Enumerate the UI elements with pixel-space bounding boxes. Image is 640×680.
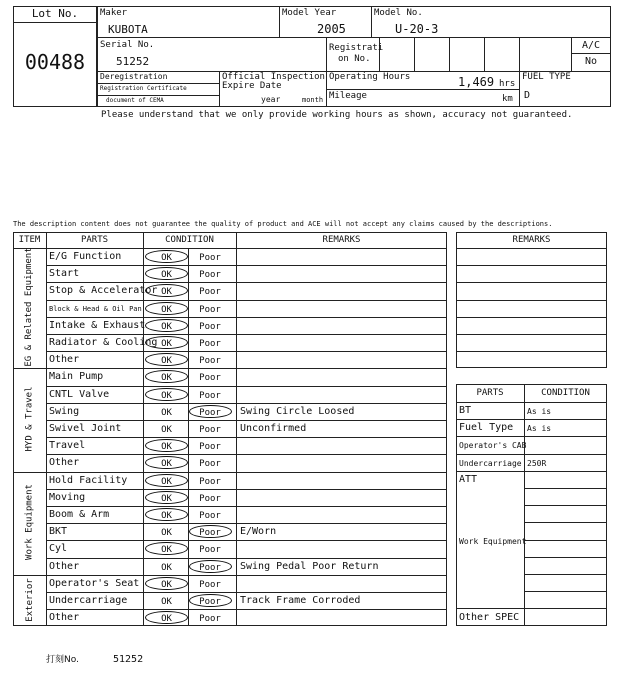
part-name: Operator's Seat (49, 577, 140, 589)
remark-text: Track Frame Corroded (240, 595, 361, 606)
condition-ok-option[interactable]: OK (161, 304, 172, 315)
group-label: HYD & Travel (24, 386, 35, 452)
condition-poor-option[interactable]: Poor (199, 270, 221, 281)
condition-poor-option[interactable]: Poor (199, 562, 221, 573)
group-label: Exterior (24, 577, 35, 622)
operating-hours-label: Operating Hours (329, 72, 411, 82)
condition-poor-option[interactable]: Poor (199, 476, 221, 487)
part-name: CNTL Valve (49, 388, 110, 400)
group-label: Work Equipment (24, 484, 35, 561)
condition-ok-option[interactable]: OK (161, 407, 172, 418)
part-name: Stop & Accelerator (49, 285, 158, 297)
condition-ok-option[interactable]: OK (161, 373, 172, 384)
inspection-label-line1: Official Inspection (222, 72, 325, 82)
ac-value: No (584, 56, 598, 67)
maker-label: Maker (100, 8, 128, 18)
column-header-remarks: REMARKS (322, 235, 361, 245)
part-name: Swing (49, 405, 80, 417)
fuel-type-label: FUEL TYPE (522, 72, 571, 82)
condition-ok-option[interactable]: OK (161, 528, 172, 539)
condition-ok-option[interactable]: OK (161, 253, 172, 263)
lot-number: 00488 (24, 50, 86, 74)
year-label: year (261, 95, 281, 104)
part-name: BKT (49, 526, 68, 538)
part-name: Radiator & Cooling (49, 337, 158, 348)
stamp-number: 51252 (113, 654, 144, 665)
part-name: Other (49, 560, 80, 572)
part-name: Other (49, 612, 80, 624)
condition-ok-option[interactable]: OK (161, 459, 172, 470)
condition-poor-option[interactable]: Poor (199, 579, 221, 590)
part-name: Undercarriage (49, 595, 128, 606)
registration-label-line1: Registrati (329, 43, 384, 53)
condition-poor-option[interactable]: Poor (199, 304, 221, 315)
working-hours-note: Please understand that we only provide working hours as shown, accuracy not guaranteed. (101, 110, 573, 120)
condition-poor-option[interactable]: Poor (199, 356, 221, 367)
part-name: Hold Facility (49, 474, 128, 486)
part-name: Other (49, 354, 80, 366)
condition-poor-option[interactable]: Poor (199, 597, 221, 607)
condition-poor-option[interactable]: Poor (199, 442, 221, 453)
table-row (46, 609, 447, 626)
condition-ok-option[interactable]: OK (161, 597, 172, 607)
cema-document-label: document of CEMA (106, 97, 164, 104)
ok-selected-circle (145, 577, 188, 590)
column-header-parts: PARTS (80, 235, 109, 245)
poor-selected-circle (189, 560, 232, 573)
ok-selected-circle (145, 319, 188, 332)
part-name: Cyl (49, 543, 68, 555)
deregistration-label: Deregistration (100, 72, 168, 81)
table-row (46, 454, 447, 471)
condition-ok-option[interactable]: OK (161, 562, 172, 573)
remark-text: E/Worn (240, 526, 277, 538)
inspection-label-line2: Expire Date (222, 81, 282, 91)
part-name: E/G Function (49, 251, 122, 262)
condition-poor-option[interactable]: Poor (199, 493, 221, 504)
part-name: Main Pump (49, 371, 104, 383)
ok-selected-circle (145, 250, 188, 263)
part-name: Other (49, 457, 80, 469)
ok-selected-circle (145, 491, 188, 504)
km-unit: km (502, 94, 513, 104)
lot-label: Lot No. (31, 7, 79, 20)
right-condition-value: As is (527, 424, 552, 434)
remark-text: Swing Circle Loosed (240, 405, 355, 417)
part-name: Boom & Arm (49, 509, 110, 520)
condition-poor-option[interactable]: Poor (199, 459, 221, 470)
condition-poor-option[interactable]: Poor (199, 339, 221, 349)
right-part-name: Fuel Type (459, 422, 514, 434)
mileage-label: Mileage (329, 91, 367, 101)
condition-ok-option[interactable]: OK (161, 442, 172, 453)
ok-selected-circle (145, 508, 188, 521)
table-row (46, 437, 447, 454)
condition-ok-option[interactable]: OK (161, 579, 172, 590)
condition-ok-option[interactable]: OK (161, 390, 172, 401)
hrs-unit: hrs (499, 79, 516, 89)
condition-poor-option[interactable]: Poor (199, 321, 221, 332)
condition-ok-option[interactable]: OK (161, 476, 172, 487)
poor-selected-circle (189, 594, 232, 607)
condition-poor-option[interactable]: Poor (199, 253, 221, 263)
remark-text: Unconfirmed (240, 423, 307, 434)
part-name: Block & Head & Oil Pan (49, 304, 142, 313)
right-part-name: Operator's CAB (459, 441, 527, 451)
condition-ok-option[interactable]: OK (161, 270, 172, 281)
part-name: Swivel Joint (49, 423, 122, 434)
poor-selected-circle (189, 405, 232, 418)
table-row (46, 489, 447, 506)
table-row (46, 368, 447, 385)
model-year-value: 2005 (317, 22, 346, 36)
model-year-label: Model Year (282, 8, 337, 18)
condition-poor-option[interactable]: Poor (199, 614, 221, 625)
condition-poor-option[interactable]: Poor (199, 511, 221, 521)
condition-poor-option[interactable]: Poor (199, 390, 221, 401)
right-condition-header: CONDITION (541, 388, 590, 398)
ac-label: A/C (581, 40, 601, 51)
group-label: EG & Related Equipment (24, 247, 35, 367)
right-remarks-header: REMARKS (512, 235, 551, 245)
serial-value: 51252 (116, 55, 150, 68)
column-header-condition: CONDITION (165, 235, 214, 245)
fuel-type-value: D (524, 90, 531, 101)
column-header-item: ITEM (18, 235, 41, 245)
right-part-name: BT (459, 405, 472, 416)
condition-poor-option[interactable]: Poor (199, 545, 221, 556)
part-name: Intake & Exhaust (49, 319, 146, 331)
ok-selected-circle (145, 302, 188, 315)
registration-certificate-label: Registration Certificate (100, 85, 187, 92)
condition-ok-option[interactable]: OK (161, 511, 172, 521)
serial-label: Serial No. (100, 40, 155, 50)
condition-ok-option[interactable]: OK (161, 493, 172, 504)
condition-poor-option[interactable]: Poor (199, 373, 221, 384)
operating-hours-value: 1,469 (458, 75, 495, 89)
work-equipment-label: Work Equipment (459, 536, 527, 546)
disclaimer: The description content does not guarantee the quality of product and ACE will not accept any claims caused by the descriptions. (13, 220, 553, 228)
ok-selected-circle (145, 388, 188, 401)
remark-text: Swing Pedal Poor Return (240, 560, 379, 572)
right-parts-header: PARTS (476, 388, 504, 398)
condition-poor-option[interactable]: Poor (199, 407, 221, 418)
maker-value: KUBOTA (108, 23, 148, 36)
condition-ok-option[interactable]: OK (161, 545, 172, 556)
month-label: month (302, 96, 324, 104)
table-row (46, 540, 447, 557)
right-condition-value: 250R (527, 458, 547, 468)
part-name: Moving (49, 491, 86, 503)
model-no-value: U-20-3 (395, 22, 439, 36)
condition-poor-option[interactable]: Poor (199, 425, 221, 435)
condition-ok-option[interactable]: OK (161, 339, 172, 349)
part-name: Travel (49, 440, 86, 452)
ok-selected-circle (145, 336, 188, 349)
ok-selected-circle (145, 474, 188, 487)
table-row (46, 265, 447, 282)
condition-ok-option[interactable]: OK (161, 356, 172, 367)
condition-poor-option[interactable]: Poor (199, 287, 221, 298)
stamp-label: 打刻No. (46, 655, 79, 665)
right-part-name: Undercarriage (459, 458, 522, 468)
condition-poor-option[interactable]: Poor (199, 528, 221, 539)
condition-ok-option[interactable]: OK (161, 321, 172, 332)
condition-ok-option[interactable]: OK (161, 287, 172, 298)
condition-ok-option[interactable]: OK (161, 614, 172, 625)
right-condition-value: As is (527, 407, 552, 416)
condition-ok-option[interactable]: OK (161, 425, 172, 435)
part-name: Start (49, 268, 80, 280)
other-spec-label: Other SPEC (459, 612, 520, 624)
model-no-label: Model No. (374, 8, 423, 18)
registration-label-line2: on No. (338, 54, 371, 64)
table-row (46, 351, 447, 368)
att-label: ATT (459, 473, 478, 485)
